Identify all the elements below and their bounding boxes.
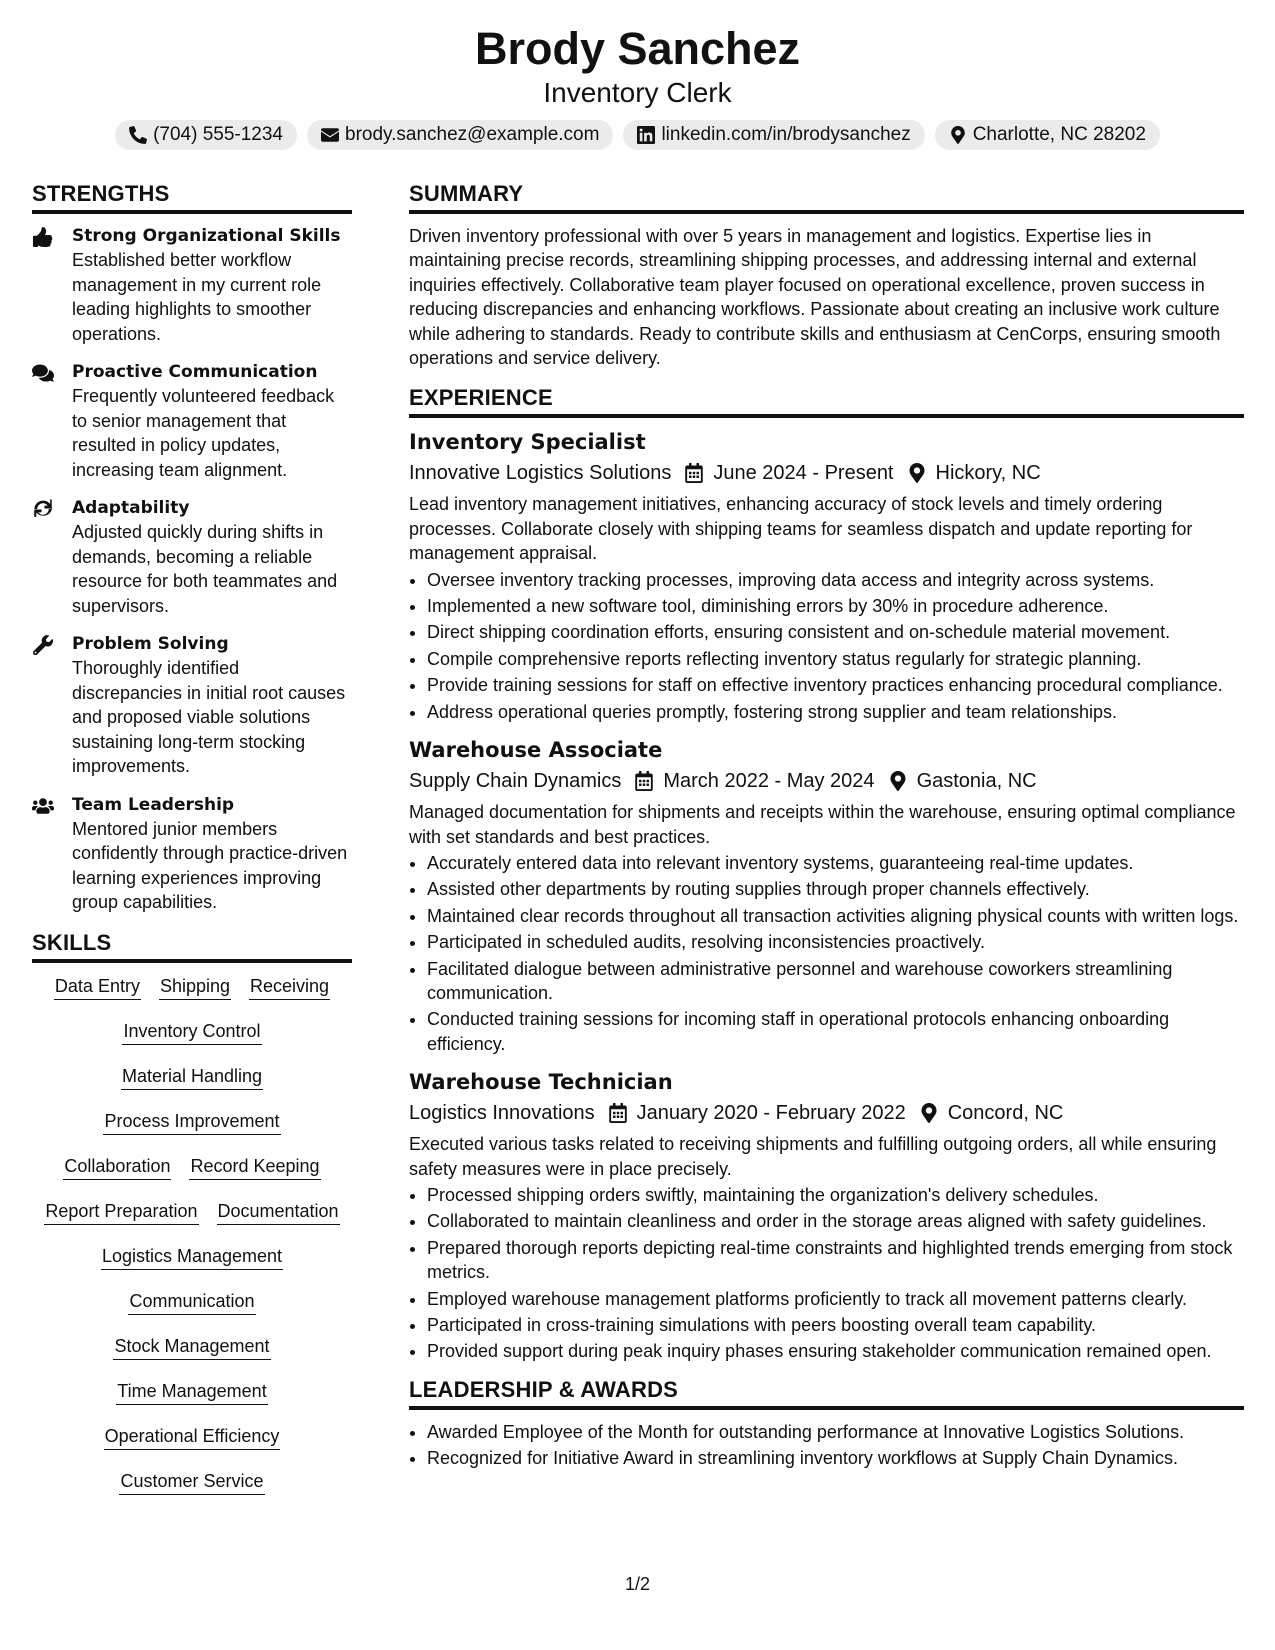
job-company: Logistics Innovations <box>409 1102 595 1125</box>
contact-linkedin[interactable] <box>623 120 924 150</box>
skill-tag: Collaboration <box>63 1153 171 1180</box>
map-pin-icon <box>889 771 907 791</box>
map-pin-icon <box>920 1103 938 1123</box>
list-item: • Address operational queries promptly, fostering strong supplier and team relationships. <box>427 700 1244 724</box>
skill-tag: Customer Service <box>119 1468 264 1495</box>
job-location: Concord, NC <box>947 1102 1064 1125</box>
skill-tag: Report Preparation <box>44 1198 198 1225</box>
job-meta <box>409 764 1244 798</box>
job-description: Executed various tasks related to receiving shipments and fulfilling outgoing orders, all while ensuring safety measures were in place precisely. <box>409 1134 1217 1179</box>
list-item: • Provided support during peak inquiry phases ensuring stakeholder communication remained open. <box>427 1339 1244 1363</box>
summary-text: Driven inventory professional with over 5 years in management and logistics. Expertise lies in maintaining precise records, streamlining shipping processes, and addressing internal and external inquiries effectively. Collaborative team player focused on operational excellence, proven success in reducing discrepancies and enhancing workflows. Passionate about creating an inclusive work culture while adhering to standards. Ready to contribute skills and enthusiasm at CenCorps, ensuring smooth operations and service delivery. <box>409 226 1221 369</box>
contact-bar <box>0 120 1275 150</box>
location-text: Charlotte, NC 28202 <box>972 124 1146 145</box>
job-location: Gastonia, NC <box>916 770 1037 793</box>
users-icon <box>32 796 54 816</box>
strength-title: Problem Solving <box>72 634 229 654</box>
phone-text: (704) 555-1234 <box>153 124 283 145</box>
job-meta <box>409 1096 1244 1130</box>
list-item: • Assisted other departments by routing supplies through proper channels effectively. <box>427 877 1244 901</box>
job-entry <box>409 428 1244 724</box>
job-bullets <box>409 1183 1244 1364</box>
list-item: • Participated in cross-training simulations with peers boosting overall team capability. <box>427 1313 1244 1337</box>
job-dates: June 2024 - Present <box>713 462 894 485</box>
skill-tag: Logistics Management <box>101 1243 283 1270</box>
job-title: Warehouse Technician <box>409 1070 673 1095</box>
list-item: • Participated in scheduled audits, resolving inconsistencies proactively. <box>427 930 1244 954</box>
wrench-icon <box>32 635 54 655</box>
left-column <box>32 180 352 1513</box>
list-item: • Oversee inventory tracking processes, improving data access and integrity across systems. <box>427 568 1244 592</box>
linkedin-icon <box>637 126 655 144</box>
job-description: Managed documentation for shipments and receipts within the warehouse, ensuring optimal compliance with set standards and best practices. <box>409 802 1236 847</box>
skill-tag: Receiving <box>249 973 330 1000</box>
list-item: • Collaborated to maintain cleanliness and order in the storage areas aligned with safety guidelines. <box>427 1209 1244 1233</box>
strength-desc: Frequently volunteered feedback to senior management that resulted in policy updates, increasing team alignment. <box>72 386 335 480</box>
list-item: • Implemented a new software tool, diminishing errors by 30% in procedure adherence. <box>427 594 1244 618</box>
calendar-icon <box>635 771 653 791</box>
skill-tag: Time Management <box>116 1378 267 1405</box>
contact-location <box>935 120 1160 150</box>
list-item: • Processed shipping orders swiftly, maintaining the organization's delivery schedules. <box>427 1183 1244 1207</box>
right-column <box>409 180 1244 1473</box>
phone-icon <box>129 126 147 144</box>
strength-desc: Adjusted quickly during shifts in demands, becoming a reliable resource for both teammates and supervisors. <box>72 522 338 616</box>
envelope-icon <box>321 126 339 144</box>
job-location: Hickory, NC <box>935 462 1041 485</box>
job-bullets <box>409 568 1244 724</box>
skill-tag: Operational Efficiency <box>104 1423 281 1450</box>
strength-title: Strong Organizational Skills <box>72 226 341 246</box>
job-meta <box>409 456 1244 490</box>
strength-title: Adaptability <box>72 498 190 518</box>
job-company: Innovative Logistics Solutions <box>409 462 672 485</box>
list-item: • Employed warehouse management platforms proficiently to track all movement patterns clearly. <box>427 1287 1244 1311</box>
job-description: Lead inventory management initiatives, enhancing accuracy of stock levels and timely ordering processes. Collaborate closely with shipping teams for seamless dispatch and update reporting for management appraisal. <box>409 494 1193 564</box>
thumbs-up-icon <box>32 227 54 247</box>
skill-tag: Record Keeping <box>189 1153 320 1180</box>
comments-icon <box>32 363 54 383</box>
candidate-name: Brody Sanchez <box>474 23 801 74</box>
sync-icon <box>32 499 54 519</box>
job-dates: January 2020 - February 2022 <box>636 1102 906 1125</box>
skills-heading: SKILLS <box>32 929 352 963</box>
skill-tag: Process Improvement <box>103 1108 280 1135</box>
strength-item <box>32 360 352 482</box>
strength-title: Team Leadership <box>72 794 235 815</box>
job-entry <box>409 736 1244 1056</box>
list-item: • Facilitated dialogue between administrative personnel and warehouse coworkers streamlining communication. <box>427 957 1244 1006</box>
job-bullets <box>409 851 1244 1056</box>
map-pin-icon <box>949 126 967 144</box>
strength-desc: Thoroughly identified discrepancies in initial root causes and proposed viable solutions sustaining long-term stocking improvements. <box>72 658 346 776</box>
strength-item <box>32 632 352 779</box>
list-item: • Conducted training sessions for incoming staff in operational protocols enhancing onboarding efficiency. <box>427 1007 1244 1056</box>
list-item: • Accurately entered data into relevant inventory systems, guaranteeing real-time updates. <box>427 851 1244 875</box>
contact-email[interactable] <box>307 120 613 150</box>
resume-header <box>0 22 1275 150</box>
calendar-icon <box>685 463 703 483</box>
skill-tag: Shipping <box>159 973 231 1000</box>
list-item: • Awarded Employee of the Month for outstanding performance at Innovative Logistics Solutions. <box>427 1420 1244 1444</box>
job-entry <box>409 1068 1244 1364</box>
skill-tag: Data Entry <box>54 973 141 1000</box>
list-item: • Maintained clear records throughout all transaction activities aligning physical counts with written logs. <box>427 904 1244 928</box>
candidate-title: Inventory Clerk <box>543 77 732 108</box>
page-number: 1/2 <box>624 1574 651 1594</box>
job-company: Supply Chain Dynamics <box>409 770 622 793</box>
list-item: • Prepared thorough reports depicting real-time constraints and highlighted trends emerging from stock metrics. <box>427 1236 1244 1285</box>
list-item: • Recognized for Initiative Award in streamlining inventory workflows at Supply Chain Dynamics. <box>427 1446 1244 1470</box>
list-item: • Compile comprehensive reports reflecting inventory status regularly for strategic planning. <box>427 647 1244 671</box>
job-title: Inventory Specialist <box>409 430 646 455</box>
linkedin-text: linkedin.com/in/brodysanchez <box>661 124 911 145</box>
strength-item <box>32 496 352 618</box>
skill-tag: Material Handling <box>121 1063 263 1090</box>
strength-title: Proactive Communication <box>72 362 318 382</box>
experience-heading: EXPERIENCE <box>409 384 1244 418</box>
email-text: brody.sanchez@example.com <box>345 124 600 145</box>
skill-tag: Documentation <box>217 1198 340 1225</box>
strength-desc: Mentored junior members confidently through practice-driven learning experiences improving group capabilities. <box>72 818 348 912</box>
list-item: • Direct shipping coordination efforts, ensuring consistent and on-schedule material movement. <box>427 620 1244 644</box>
strength-desc: Established better workflow management in my current role leading highlights to smoother operations. <box>72 250 322 344</box>
strength-item <box>32 793 352 915</box>
list-item: • Provide training sessions for staff on effective inventory practices enhancing procedural compliance. <box>427 673 1244 697</box>
skills-list <box>32 973 352 1513</box>
job-title: Warehouse Associate <box>409 738 663 763</box>
skill-tag: Stock Management <box>113 1333 270 1360</box>
contact-phone[interactable] <box>115 120 297 150</box>
skill-tag: Inventory Control <box>122 1018 261 1045</box>
awards-list <box>409 1420 1244 1471</box>
skill-tag: Communication <box>128 1288 255 1315</box>
awards-heading: LEADERSHIP & AWARDS <box>409 1376 1244 1410</box>
calendar-icon <box>609 1103 627 1123</box>
strengths-heading: STRENGTHS <box>32 180 352 214</box>
map-pin-icon <box>908 463 926 483</box>
job-dates: March 2022 - May 2024 <box>663 770 875 793</box>
strength-item <box>32 224 352 346</box>
summary-heading: SUMMARY <box>409 180 1244 214</box>
